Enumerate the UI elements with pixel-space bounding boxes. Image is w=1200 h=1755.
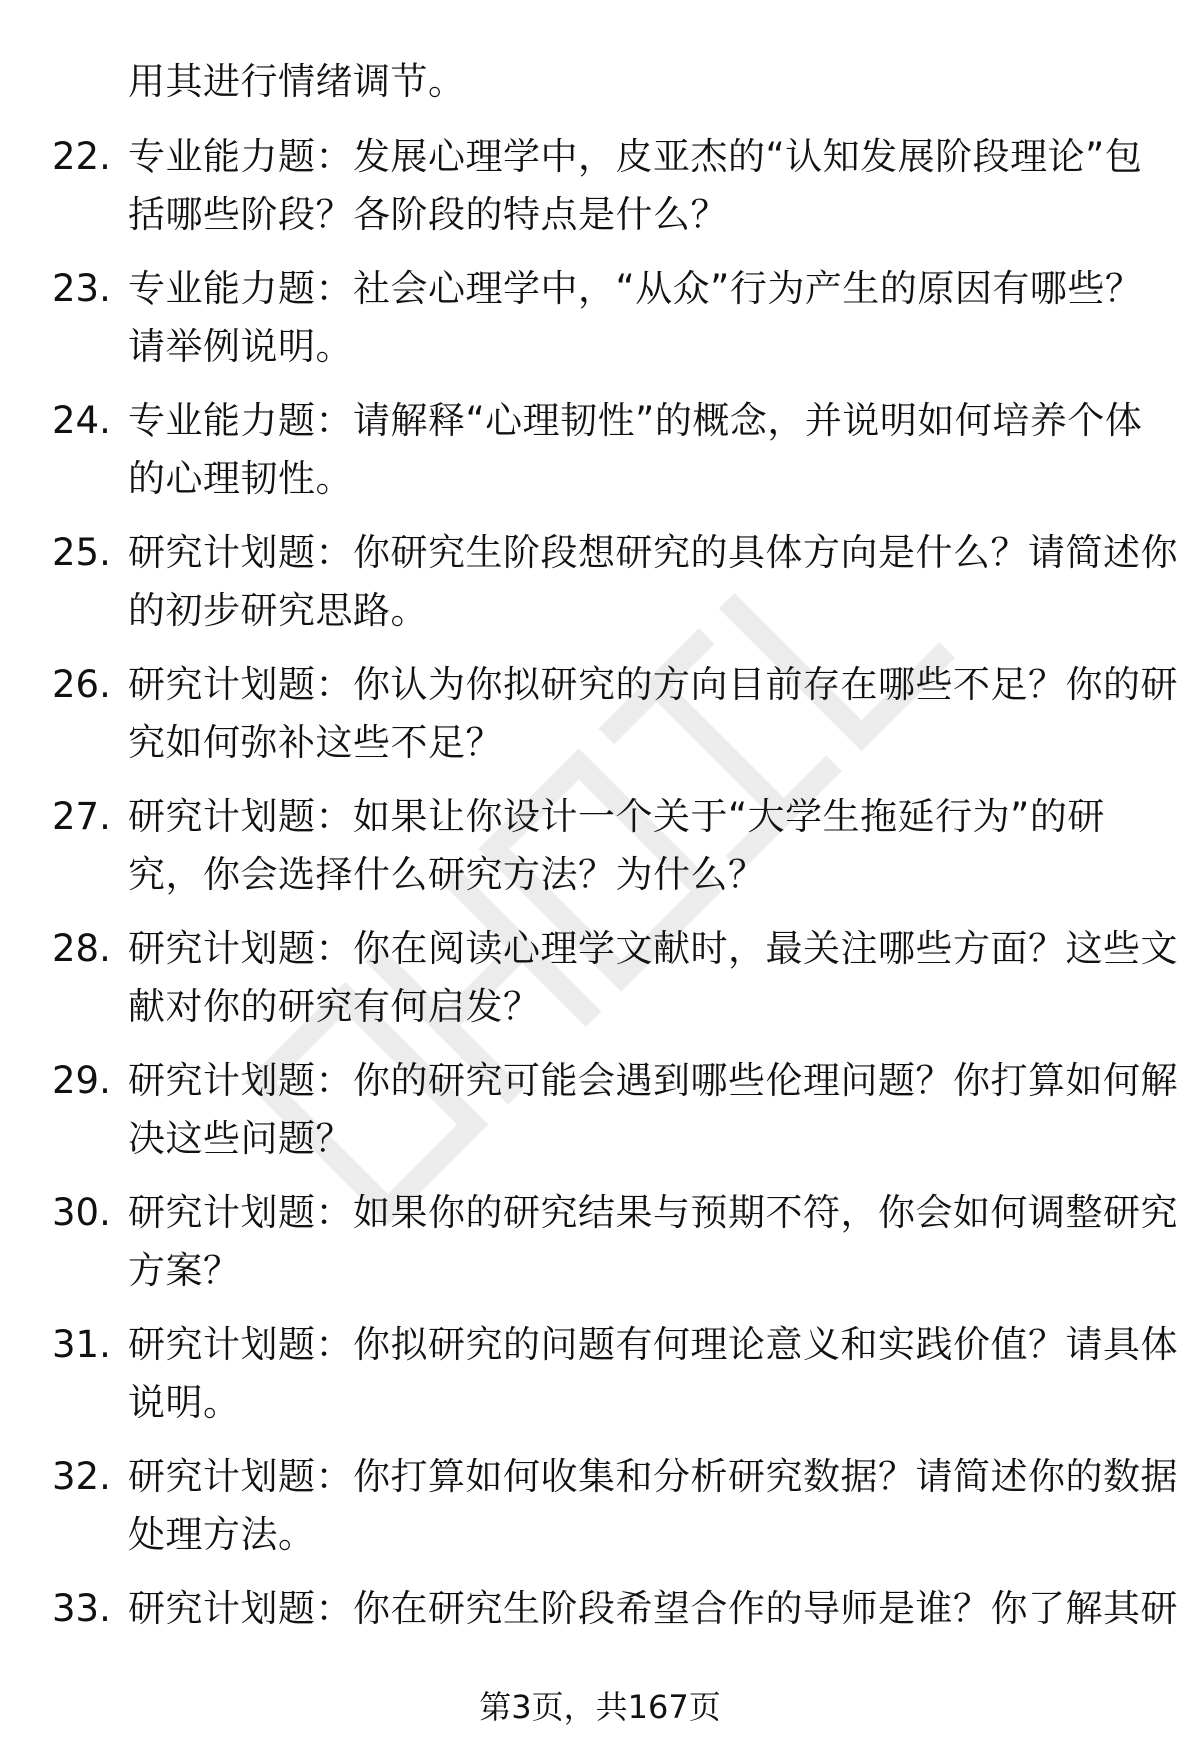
page-number-footer: 第3页，共167页 — [479, 1688, 721, 1726]
item-32-line-2: 处理方法。 — [128, 1513, 316, 1556]
item-22-line-1: 专业能力题：发展心理学中，皮亚杰的“认知发展阶段理论”包 — [128, 135, 1143, 178]
item-24-line-2: 的心理韧性。 — [128, 457, 353, 500]
item-29-line-1: 研究计划题：你的研究可能会遇到哪些伦理问题？你打算如何解 — [128, 1059, 1178, 1102]
item-22-line-2: 括哪些阶段？各阶段的特点是什么？ — [128, 193, 728, 236]
item-25-number: 25. — [52, 531, 111, 574]
item-31-line-2: 说明。 — [128, 1381, 241, 1424]
item-26-number: 26. — [52, 663, 111, 706]
item-31-line-1: 研究计划题：你拟研究的问题有何理论意义和实践价值？请具体 — [128, 1323, 1178, 1366]
item-28-line-1: 研究计划题：你在阅读心理学文献时，最关注哪些方面？这些文 — [128, 927, 1178, 970]
item-24-line-1: 专业能力题：请解释“心理韧性”的概念，并说明如何培养个体 — [128, 399, 1143, 442]
item-32-number: 32. — [52, 1455, 111, 1498]
item-29-number: 29. — [52, 1059, 111, 1102]
item-27-line-1: 研究计划题：如果让你设计一个关于“大学生拖延行为”的研 — [128, 795, 1105, 838]
item-26-line-2: 究如何弥补这些不足？ — [128, 721, 503, 764]
item-26-line-1: 研究计划题：你认为你拟研究的方向目前存在哪些不足？你的研 — [128, 663, 1178, 706]
item-27-number: 27. — [52, 795, 111, 838]
item-28-line-2: 献对你的研究有何启发？ — [128, 985, 541, 1028]
item-22-number: 22. — [52, 135, 111, 178]
item-23-line-1: 专业能力题：社会心理学中，“从众”行为产生的原因有哪些？ — [128, 267, 1143, 310]
item-30-number: 30. — [52, 1191, 111, 1234]
item-25-line-1: 研究计划题：你研究生阶段想研究的具体方向是什么？请简述你 — [128, 531, 1178, 574]
item-23-line-2: 请举例说明。 — [128, 325, 353, 368]
item-27-line-2: 究，你会选择什么研究方法？为什么？ — [128, 853, 766, 896]
item-25-line-2: 的初步研究思路。 — [128, 589, 428, 632]
item-33-line-1: 研究计划题：你在研究生阶段希望合作的导师是谁？你了解其研 — [128, 1587, 1178, 1630]
item-23-number: 23. — [52, 267, 111, 310]
item-28-number: 28. — [52, 927, 111, 970]
item-30-line-2: 方案？ — [128, 1249, 241, 1292]
item-30-line-1: 研究计划题：如果你的研究结果与预期不符，你会如何调整研究 — [128, 1191, 1178, 1234]
item-32-line-1: 研究计划题：你打算如何收集和分析研究数据？请简述你的数据 — [128, 1455, 1178, 1498]
item-29-line-2: 决这些问题？ — [128, 1117, 353, 1160]
item-31-number: 31. — [52, 1323, 111, 1366]
item-21-line-2: 用其进行情绪调节。 — [128, 60, 466, 103]
item-24-number: 24. — [52, 399, 111, 442]
item-33-number: 33. — [52, 1587, 111, 1630]
